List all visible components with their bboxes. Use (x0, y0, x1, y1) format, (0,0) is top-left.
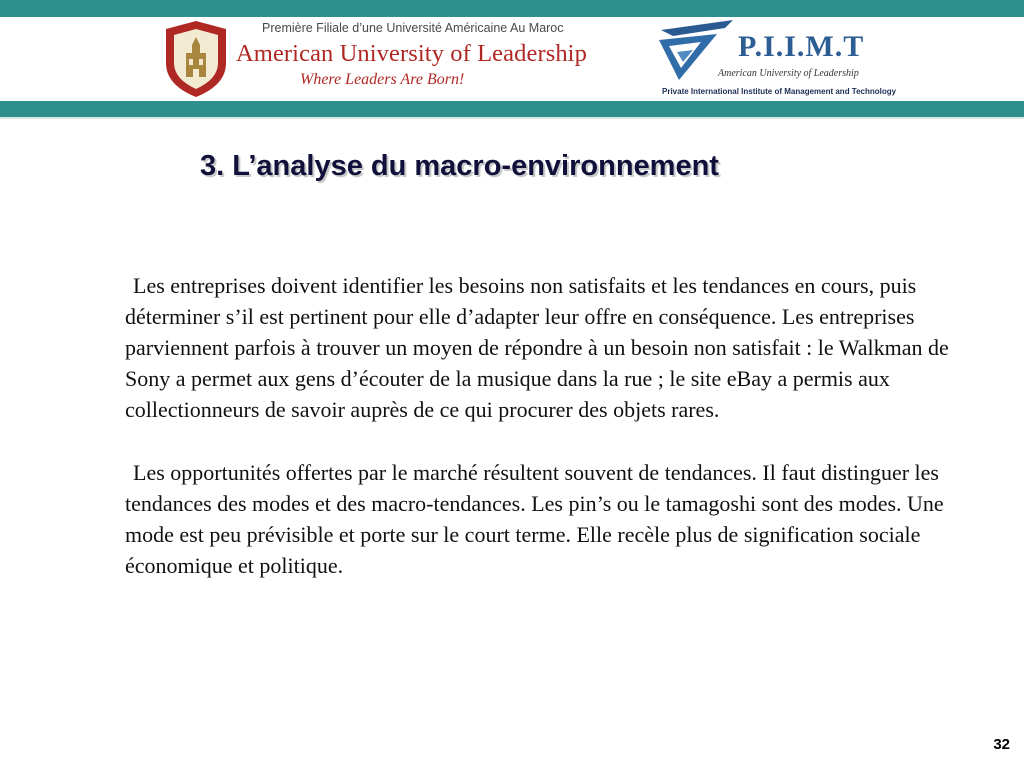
body-paragraph: Les opportunités offertes par le marché résultent souvent de tendances. Il faut distinguer les tendances des modes et des macro-tendances. Les pin’s ou le tamagoshi sont des modes. Une mode est peu prévisible et porte sur le court terme. Elle recèle plus de signification sociale économique et politique. (125, 460, 944, 578)
piimt-full-name: Private International Institute of Management and Technology (662, 87, 897, 96)
aul-tagline: Première Filiale d’une Université Américaine Au Maroc (262, 21, 564, 35)
page-number: 32 (993, 736, 1010, 753)
aul-seal-logo (162, 19, 230, 99)
slide-body (125, 270, 975, 613)
header-divider (0, 117, 1024, 119)
piimt-subtitle: American University of Leadership (718, 68, 859, 79)
body-paragraph: Les entreprises doivent identifier les besoins non satisfaits et les tendances en cours, puis déterminer s’il est pertinent pour elle d’adapter leur offre en conséquence. Les entreprises parviennent parfois à trouver un moyen de répondre à un besoin non satisfait : le Walkman de Sony a permet aux gens d’écouter de la musique dans la rue ; le site eBay a permis aux collectionneurs de savoir auprès de ce qui procurer des objets rares. (125, 273, 949, 422)
aul-name: American University of Leadership (236, 40, 587, 67)
aul-motto: Where Leaders Are Born! (300, 71, 465, 88)
header-top-band (0, 0, 1024, 17)
piimt-name: P.I.I.M.T (738, 30, 865, 63)
slide-title: 3. L’analyse du macro-environnement (200, 150, 719, 182)
header-bottom-band (0, 101, 1024, 118)
